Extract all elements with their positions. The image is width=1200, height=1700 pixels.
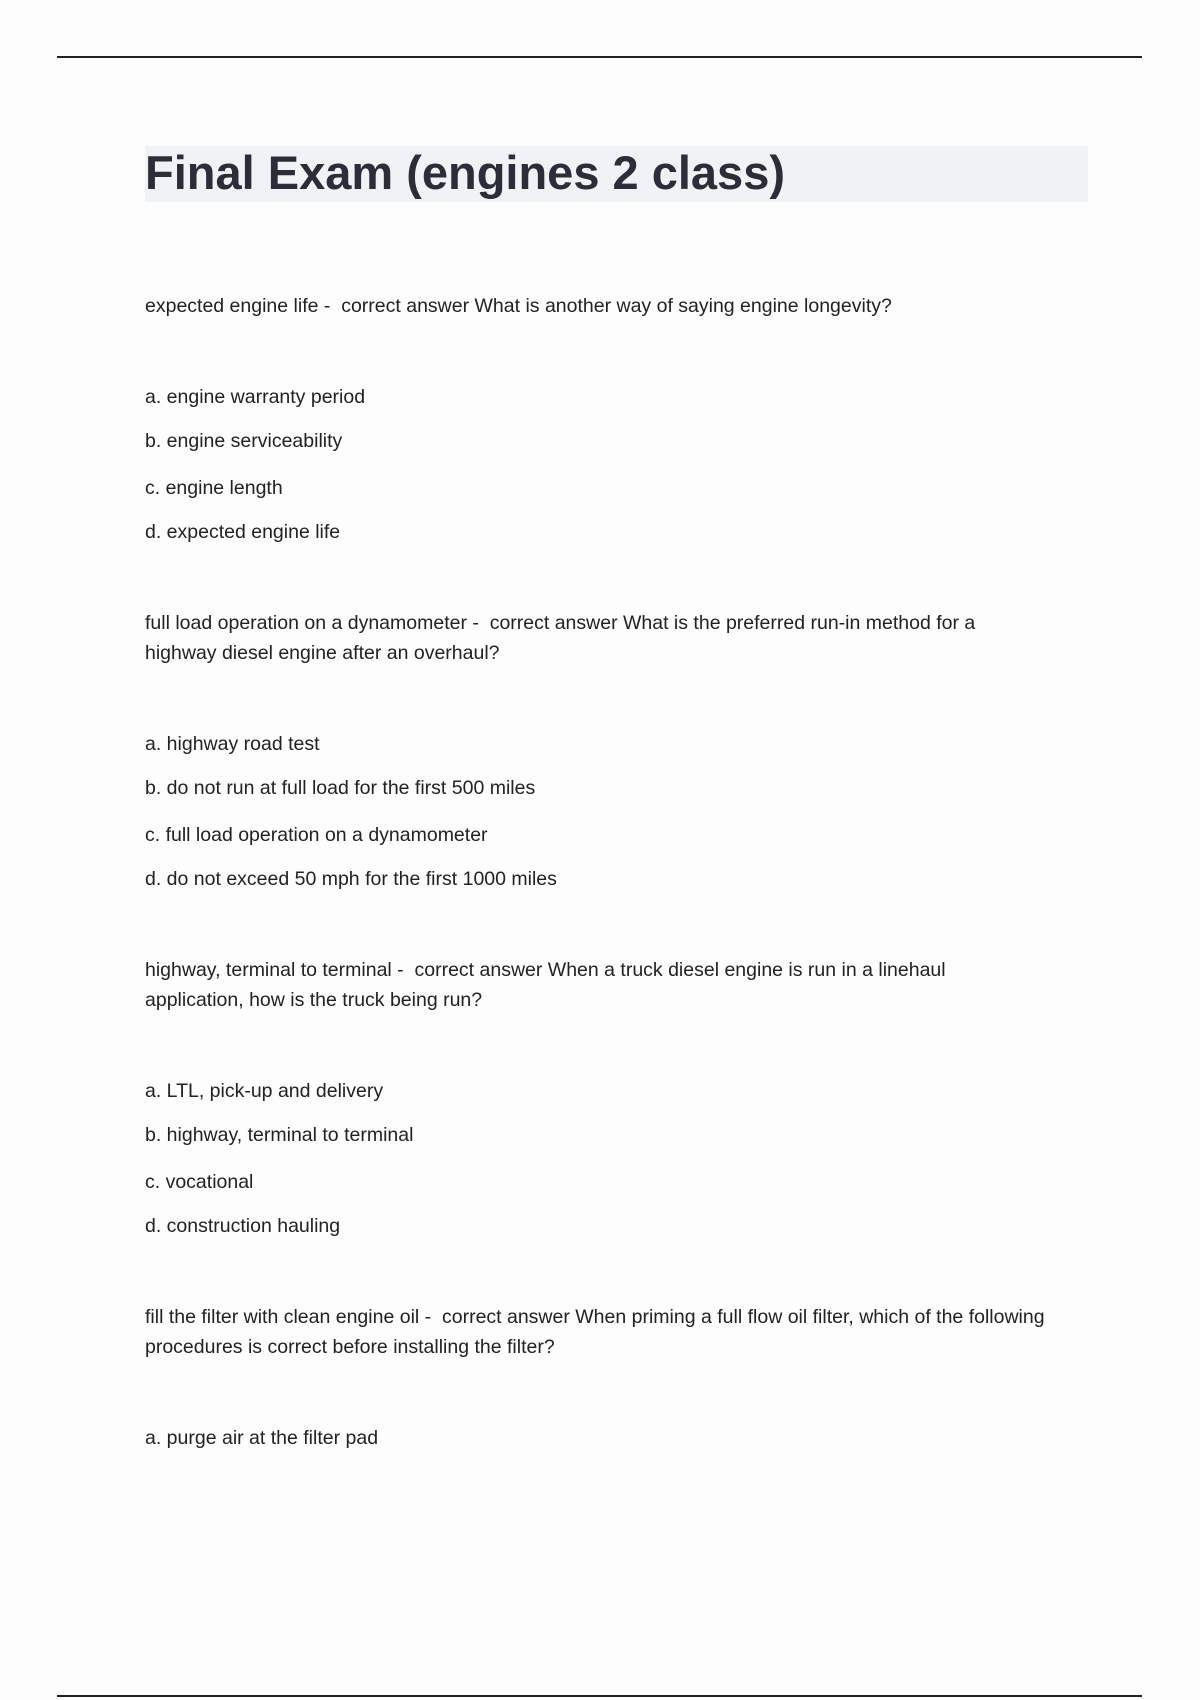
- page-title: Final Exam (engines 2 class): [145, 146, 785, 199]
- option-item: c. full load operation on a dynamometer: [145, 824, 488, 846]
- option-item: b. engine serviceability: [145, 430, 343, 452]
- option-item: a. purge air at the filter pad: [145, 1427, 379, 1449]
- question-text: When a truck diesel engine is run in a linehaul application, how is the truck being run?: [145, 959, 946, 1011]
- answer-text: full load operation on a dynamometer: [145, 612, 467, 634]
- option-item: c. engine length: [145, 477, 283, 499]
- option-item: d. construction hauling: [145, 1215, 341, 1237]
- question-2: [145, 608, 1045, 668]
- option-item: b. do not run at full load for the first 500 miles: [145, 777, 536, 799]
- answer-text: highway, terminal to terminal: [145, 959, 392, 981]
- question-1: [145, 291, 1045, 321]
- answer-text: expected engine life: [145, 295, 319, 317]
- question-text: When priming a full flow oil filter, which of the following procedures is correct before installing the filter?: [145, 1306, 1045, 1358]
- option-item: b. highway, terminal to terminal: [145, 1124, 414, 1146]
- option-item: c. vocational: [145, 1171, 254, 1193]
- option-item: d. do not exceed 50 mph for the first 1000 miles: [145, 868, 557, 890]
- question-text: What is the preferred run-in method for a highway diesel engine after an overhaul?: [145, 612, 976, 664]
- option-item: a. LTL, pick-up and delivery: [145, 1080, 384, 1102]
- option-item: d. expected engine life: [145, 521, 341, 543]
- answer-separator: - correct answer: [318, 295, 475, 317]
- option-item: a. highway road test: [145, 733, 320, 755]
- bottom-rule: [57, 1695, 1142, 1697]
- question-text: What is another way of saying engine longevity?: [474, 295, 892, 317]
- top-rule: [57, 56, 1142, 58]
- option-item: a. engine warranty period: [145, 386, 366, 408]
- question-4: [145, 1302, 1045, 1362]
- answer-separator: - correct answer: [419, 1306, 576, 1328]
- question-3: [145, 955, 1045, 1015]
- answer-separator: - correct answer: [391, 959, 548, 981]
- answer-text: fill the filter with clean engine oil: [145, 1306, 420, 1328]
- answer-separator: - correct answer: [466, 612, 623, 634]
